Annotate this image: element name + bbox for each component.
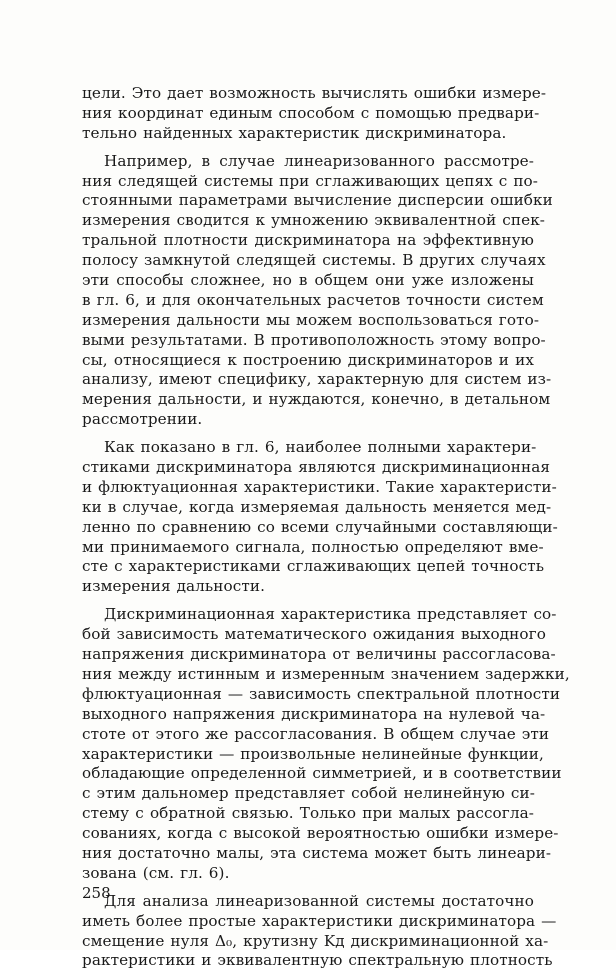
page-number: 258 xyxy=(82,884,111,902)
text-line: Для анализа линеаризованной системы достаточно xyxy=(104,891,534,910)
text-line: обладающие определенной симметрией, и в соответствии xyxy=(82,764,562,783)
text-line: сованиях, когда с высокой вероятностью ошибки измере- xyxy=(82,824,559,843)
text-line: сы, относящиеся к построению дискриминаторов и их xyxy=(82,350,534,369)
text-line: ленно по сравнению со всеми случайными составляющи- xyxy=(82,517,558,536)
text-line: измерения сводится к умножению эквивалентной спек- xyxy=(82,211,546,230)
text-line: стему с обратной связью. Только при малых рассогла- xyxy=(82,804,534,823)
text-line: полосу замкнутой следящей системы. В других случаях xyxy=(82,251,546,270)
text-line: стоте от этого же рассогласования. В общем случае эти xyxy=(82,724,550,743)
body-text xyxy=(82,84,570,979)
paragraph xyxy=(82,84,547,144)
text-line: ми принимаемого сигнала, полностью определяют вме- xyxy=(82,537,544,556)
text-line: цели. Это дает возможность вычислять ошибки измере- xyxy=(82,84,547,102)
text-line: Дискриминационная характеристика представляет со- xyxy=(104,605,557,624)
text-line: Например, в случае линеаризованного рассмотре- xyxy=(104,151,534,170)
text-line: измерения дальности. xyxy=(82,577,266,596)
text-line: смещение нуля Δ₀, крутизну Kд дискриминационной ха- xyxy=(82,931,549,950)
text-line: напряжения дискриминатора от величины рассогласова- xyxy=(82,645,556,664)
text-line: с этим дальномер представляет собой нелинейную си- xyxy=(82,784,535,803)
paragraph xyxy=(82,438,558,597)
text-line: ния между истинным и измеренным значением задержки, xyxy=(82,664,570,683)
text-line: ки в случае, когда измеряемая дальность меняется мед- xyxy=(82,497,552,516)
text-line: измерения дальности мы можем воспользоваться гото- xyxy=(82,310,540,329)
text-line: иметь более простые характеристики дискриминатора — xyxy=(82,911,557,930)
text-line: выми результатами. В противоположность этому вопро- xyxy=(82,330,546,349)
text-line: мерения дальности, и нуждаются, конечно, в детальном xyxy=(82,390,551,409)
text-line: стиками дискриминатора являются дискриминационная xyxy=(82,458,551,477)
text-line: ния достаточно малы, эта система может быть линеари- xyxy=(82,843,552,862)
text-line: стоянными параметрами вычисление дисперсии ошибки xyxy=(82,191,553,210)
text-line: сте с характеристиками сглаживающих цепей точность xyxy=(82,557,545,576)
paragraph xyxy=(82,151,553,430)
paragraph xyxy=(82,605,570,883)
text-line: бой зависимость математического ожидания выходного xyxy=(82,625,546,644)
text-line: выходного напряжения дискриминатора на нулевой ча- xyxy=(82,704,546,723)
text-line: тельно найденных характеристик дискриминатора. xyxy=(82,123,507,142)
text-line: Как показано в гл. 6, наиболее полными характери- xyxy=(104,438,537,457)
text-line: ния координат единым способом с помощью предвари- xyxy=(82,103,540,122)
text-line: флюктуационная — зависимость спектральной плотности xyxy=(82,684,561,703)
text-line: эти способы сложнее, но в общем они уже изложены xyxy=(82,271,534,290)
text-line: и флюктуационная характеристики. Такие характеристи- xyxy=(82,477,557,496)
text-line: характеристики — произвольные нелинейные функции, xyxy=(82,744,544,763)
text-line: тральной плотности дискриминатора на эффективную xyxy=(82,231,534,250)
text-line: рактеристики и эквивалентную спектральную плотность xyxy=(82,951,553,970)
paragraph xyxy=(82,891,557,972)
text-line: ния следящей системы при сглаживающих цепях с по- xyxy=(82,171,539,190)
text-line: зована (см. гл. 6). xyxy=(82,863,230,882)
text-line: в гл. 6, и для окончательных расчетов точности систем xyxy=(82,290,544,309)
text-line: анализу, имеют специфику, характерную для систем из- xyxy=(82,370,552,389)
text-line: рассмотрении. xyxy=(82,410,203,429)
